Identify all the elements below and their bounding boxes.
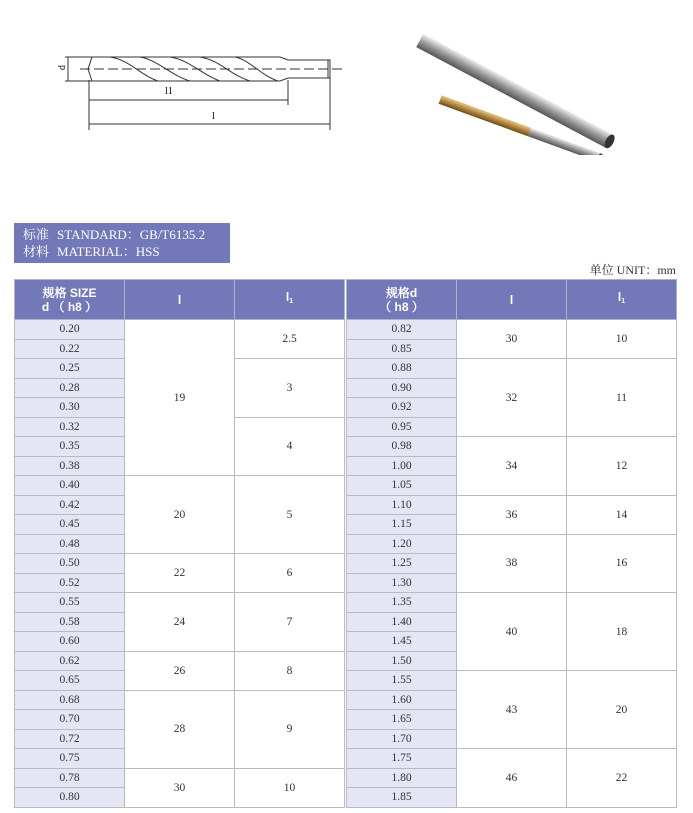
l-cell: 36 — [457, 495, 567, 534]
d-label: d — [57, 65, 68, 70]
l1-cell: 10 — [567, 320, 677, 359]
table-row — [347, 749, 677, 769]
size-cell: 0.70 — [15, 710, 125, 730]
l-cell: 24 — [125, 593, 235, 652]
table-row — [15, 768, 345, 788]
header-size-line2: （ h8 ） — [379, 299, 424, 314]
l-cell: 34 — [457, 437, 567, 496]
l-cell: 32 — [457, 359, 567, 437]
l1-cell: 10 — [235, 768, 345, 807]
table-row — [347, 593, 677, 613]
size-cell: 0.28 — [15, 378, 125, 398]
l-cell: 40 — [457, 593, 567, 671]
table-row — [15, 690, 345, 710]
material-cn: 材料 — [23, 244, 50, 259]
header-size-line1: 规格 SIZE — [42, 285, 97, 300]
size-cell: 1.50 — [347, 651, 457, 671]
table-row — [347, 534, 677, 554]
l1-cell: 12 — [567, 437, 677, 496]
l1-cell: 18 — [567, 593, 677, 671]
table-row — [347, 495, 677, 515]
size-cell: 1.35 — [347, 593, 457, 613]
spec-box — [14, 223, 230, 263]
size-cell: 1.00 — [347, 456, 457, 476]
l-cell: 38 — [457, 534, 567, 593]
standard-cn: 标准 — [23, 227, 50, 242]
table-row — [15, 554, 345, 574]
size-cell: 0.68 — [15, 690, 125, 710]
header-size-line1: 规格d — [385, 285, 418, 300]
size-cell: 0.32 — [15, 417, 125, 437]
l1-cell: 14 — [567, 495, 677, 534]
l-cell: 46 — [457, 749, 567, 808]
l1-cell: 5 — [235, 476, 345, 554]
header-l1-sub: 1 — [621, 298, 626, 305]
table-row — [15, 476, 345, 496]
l1-cell: 7 — [235, 593, 345, 652]
l1-cell: 9 — [235, 690, 345, 768]
size-cell: 0.80 — [15, 788, 125, 808]
size-cell: 0.58 — [15, 612, 125, 632]
size-cell: 0.25 — [15, 359, 125, 379]
material-value: MATERIAL：HSS — [57, 244, 160, 259]
size-cell: 0.90 — [347, 378, 457, 398]
table-row — [15, 320, 345, 340]
size-cell: 1.80 — [347, 768, 457, 788]
size-table-left — [14, 279, 345, 808]
size-cell: 0.88 — [347, 359, 457, 379]
size-cell: 1.30 — [347, 573, 457, 593]
size-cell: 1.60 — [347, 690, 457, 710]
size-cell: 0.40 — [15, 476, 125, 496]
unit-label: 单位 UNIT：mm — [589, 263, 676, 277]
l1-cell: 20 — [567, 671, 677, 749]
size-cell: 1.40 — [347, 612, 457, 632]
table-row — [347, 320, 677, 340]
header-l: l — [125, 280, 235, 320]
size-cell: 0.95 — [347, 417, 457, 437]
l1-cell: 2.5 — [235, 320, 345, 359]
size-cell: 1.70 — [347, 729, 457, 749]
size-cell: 1.85 — [347, 788, 457, 808]
size-cell: 1.45 — [347, 632, 457, 652]
header-l: l — [457, 280, 567, 320]
header-l1-main: l — [285, 290, 290, 304]
size-cell: 1.15 — [347, 515, 457, 535]
size-cell: 0.35 — [15, 437, 125, 457]
table-row — [15, 593, 345, 613]
size-cell: 0.65 — [15, 671, 125, 691]
standard-value: STANDARD：GB/T6135.2 — [57, 227, 206, 242]
header-row — [347, 280, 677, 320]
size-cell: 0.85 — [347, 339, 457, 359]
l-cell: 30 — [457, 320, 567, 359]
size-cell: 0.30 — [15, 398, 125, 418]
l1-label: l1 — [165, 86, 173, 97]
l-cell: 43 — [457, 671, 567, 749]
size-cell: 0.52 — [15, 573, 125, 593]
size-cell: 1.55 — [347, 671, 457, 691]
size-cell: 0.50 — [15, 554, 125, 574]
header-size — [15, 280, 125, 320]
table-row — [347, 359, 677, 379]
size-cell: 0.60 — [15, 632, 125, 652]
size-cell: 1.20 — [347, 534, 457, 554]
size-cell: 0.55 — [15, 593, 125, 613]
l-cell: 26 — [125, 651, 235, 690]
size-cell: 0.78 — [15, 768, 125, 788]
l1-cell: 22 — [567, 749, 677, 808]
size-cell: 0.42 — [15, 495, 125, 515]
table-row — [347, 437, 677, 457]
size-cell: 0.38 — [15, 456, 125, 476]
size-cell: 0.75 — [15, 749, 125, 769]
drill-technical-drawing — [40, 30, 350, 140]
size-cell: 1.75 — [347, 749, 457, 769]
drill-bit-photo — [400, 25, 640, 155]
size-cell: 0.45 — [15, 515, 125, 535]
header-size — [347, 280, 457, 320]
size-cell: 1.65 — [347, 710, 457, 730]
size-cell: 0.82 — [347, 320, 457, 340]
l1-cell: 8 — [235, 651, 345, 690]
size-cell: 0.48 — [15, 534, 125, 554]
l1-cell: 11 — [567, 359, 677, 437]
l-cell: 28 — [125, 690, 235, 768]
size-cell: 0.20 — [15, 320, 125, 340]
l1-cell: 16 — [567, 534, 677, 593]
size-cell: 0.72 — [15, 729, 125, 749]
l1-cell: 6 — [235, 554, 345, 593]
header-l1-main: l — [617, 290, 622, 304]
l-cell: 19 — [125, 320, 235, 476]
size-cell: 0.22 — [15, 339, 125, 359]
size-table-right — [346, 279, 677, 808]
l-cell: 22 — [125, 554, 235, 593]
table-row — [347, 671, 677, 691]
header-row — [15, 280, 345, 320]
size-cell: 0.98 — [347, 437, 457, 457]
l1-cell: 3 — [235, 359, 345, 418]
size-cell: 0.62 — [15, 651, 125, 671]
header-l1-sub: 1 — [289, 298, 294, 305]
table-row — [15, 651, 345, 671]
header-l1 — [567, 280, 677, 320]
size-cell: 1.25 — [347, 554, 457, 574]
l-label: l — [212, 111, 215, 122]
size-cell: 1.10 — [347, 495, 457, 515]
size-cell: 1.05 — [347, 476, 457, 496]
l1-cell: 4 — [235, 417, 345, 476]
size-cell: 0.92 — [347, 398, 457, 418]
header-l1 — [235, 280, 345, 320]
l-cell: 20 — [125, 476, 235, 554]
l-cell: 30 — [125, 768, 235, 807]
header-size-line2: d （ h8 ） — [41, 299, 98, 314]
